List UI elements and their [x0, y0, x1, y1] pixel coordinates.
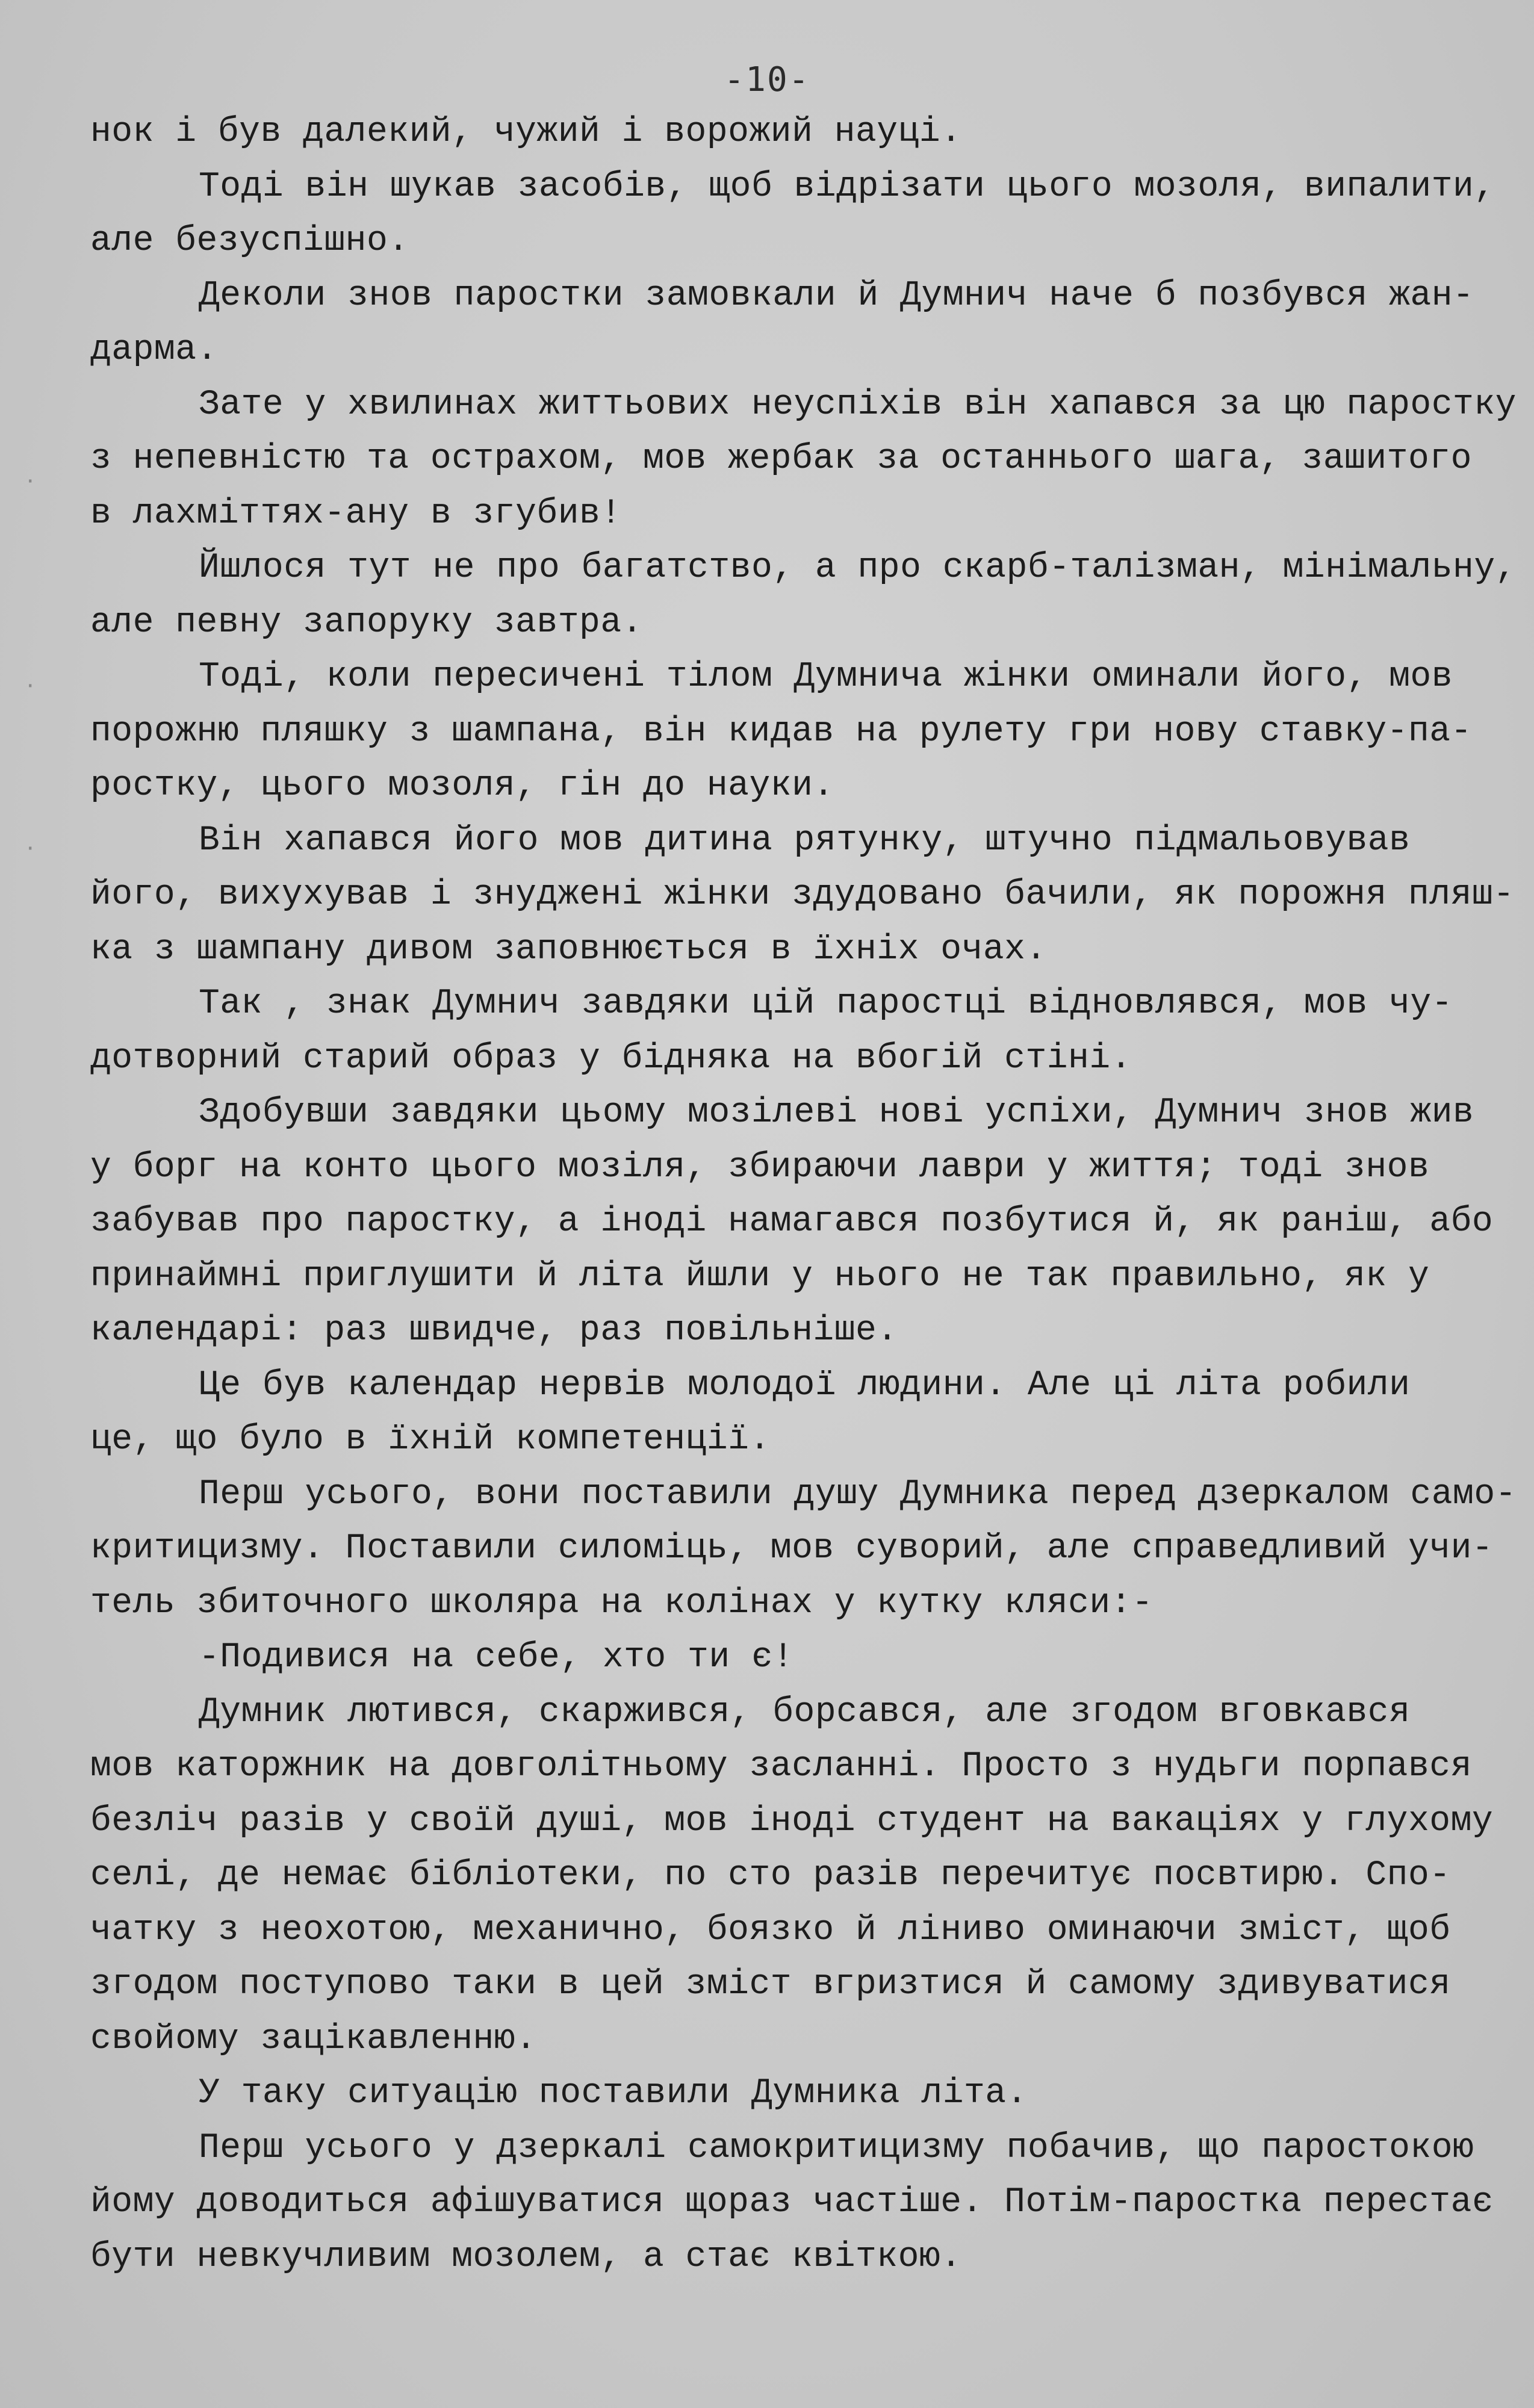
text-line: селі, де немає бібліотеки, по сто разів перечитує посвтирю. Спо-	[90, 1856, 1451, 1895]
text-line: згодом поступово таки в цей зміст вгризтися й самому здивуватися	[90, 1965, 1451, 2004]
text-line: дотворний старий образ у бідняка на вбогій стіні.	[90, 1038, 1132, 1078]
paragraph	[90, 650, 1493, 814]
margin-mark: ·	[24, 470, 37, 494]
text-line: в лахміттях-ану в згубив!	[90, 494, 622, 533]
paragraph	[90, 814, 1515, 978]
text-line: ка з шампану дивом заповнюється в їхніх очах.	[90, 929, 1047, 969]
paragraph	[90, 160, 1493, 269]
text-line: але безуспішно.	[90, 222, 409, 261]
text-line: чатку з неохотою, механично, боязко й лінивo оминаючи зміст, щоб	[90, 1910, 1451, 1950]
text-line: з непевністю та острахом, мов жербак за останнього шага, зашитого	[90, 439, 1472, 479]
paragraph	[90, 1359, 1493, 1468]
text-line: у борг на конто цього мозіля, збираючи лаври у життя; тоді знов	[90, 1147, 1430, 1187]
paragraph	[90, 1086, 1493, 1359]
text-line: Зате у хвилинах життьових неуспіхів він хапався за цю паростку	[199, 385, 1517, 424]
text-line: його, вихухував і знуджені жінки здудовано бачили, як порожня пляш-	[90, 875, 1515, 914]
paragraph	[90, 541, 1517, 650]
paragraph	[90, 1686, 1493, 2067]
page-body	[90, 105, 1517, 2285]
margin-mark: ·	[24, 837, 37, 861]
paragraph	[90, 269, 1493, 378]
text-line: Тоді, коли пересичені тілом Думнича жінки оминали його, мов	[199, 657, 1453, 697]
text-line: тель збиточного школяра на колінах у кутку кляси:-	[90, 1583, 1154, 1623]
text-line: але певну запоруку завтра.	[90, 603, 643, 642]
text-line: безліч разів у своїй душі, мов іноді студент на вакаціях у глухому	[90, 1801, 1494, 1841]
text-line: мов каторжник на довголітньому засланні. Просто з нудьги порпався	[90, 1747, 1472, 1786]
text-line: Це був календар нервів молодої людини. Але ці літа робили	[199, 1365, 1411, 1405]
text-line: бути невкучливим мозолем, а стає квіткою.	[90, 2237, 962, 2277]
text-line: Деколи знов паростки замовкали й Думнич наче б позбувся жан-	[199, 276, 1474, 315]
text-line: йому доводиться афішуватися щораз частіше. Потім-паростка перестає	[90, 2183, 1494, 2222]
text-line: порожню пляшку з шампана, він кидав на рулету гри нову ставку-па-	[90, 712, 1472, 751]
text-line: Йшлося тут не про багатство, а про скарб-талізман, мінімальну,	[199, 548, 1517, 588]
text-line: -Подивися на себе, хто ти є!	[199, 1638, 794, 1677]
text-line: У таку ситуацію поставили Думника літа.	[199, 2074, 1028, 2113]
text-line: дарма.	[90, 330, 218, 370]
page-number: -10-	[724, 60, 810, 99]
text-line: Тоді він шукав засобів, щоб відрізати цього мозоля, випалити,	[199, 167, 1495, 206]
margin-mark: ·	[24, 674, 37, 698]
text-line: Думник лютився, скаржився, борсався, але згодом вговкався	[199, 1692, 1411, 1732]
text-line: Здобувши завдяки цьому мозілеві нові успіхи, Думнич знов жив	[199, 1093, 1474, 1132]
paragraph	[90, 1631, 1493, 1686]
paragraph	[90, 977, 1493, 1086]
text-line: забував про паростку, а іноді намагався позбутися й, як раніш, або	[90, 1202, 1494, 1241]
text-line: Так , знак Думнич завдяки цій паростці відновлявся, мов чу-	[199, 984, 1453, 1023]
paragraph	[90, 378, 1517, 542]
text-line: Він хапався його мов дитина рятунку, штучно підмальовував	[199, 821, 1411, 860]
text-line: це, що було в їхній компетенції.	[90, 1420, 771, 1459]
text-line: Перш усього, вони поставили душу Думника перед дзеркалом само-	[199, 1474, 1517, 1514]
paragraph	[90, 105, 1493, 160]
text-line: критицизму. Поставили силоміць, мов суворий, але справедливий учи-	[90, 1529, 1494, 1568]
text-line: принаймні приглушити й літа йшли у нього не так правильно, як у	[90, 1256, 1430, 1296]
text-line: нок і був далекий, чужий і ворожий науці.	[90, 113, 962, 152]
text-line: календарі: раз швидче, раз повільніше.	[90, 1311, 898, 1350]
paragraph	[90, 2067, 1493, 2121]
paragraph	[90, 2121, 1493, 2285]
text-line: Перш усього у дзеркалі самокритицизму побачив, що паростокою	[199, 2128, 1474, 2168]
text-line: свойому зацікавленню.	[90, 2019, 537, 2059]
paragraph	[90, 1468, 1517, 1631]
text-line: ростку, цього мозоля, гін до науки.	[90, 766, 834, 805]
